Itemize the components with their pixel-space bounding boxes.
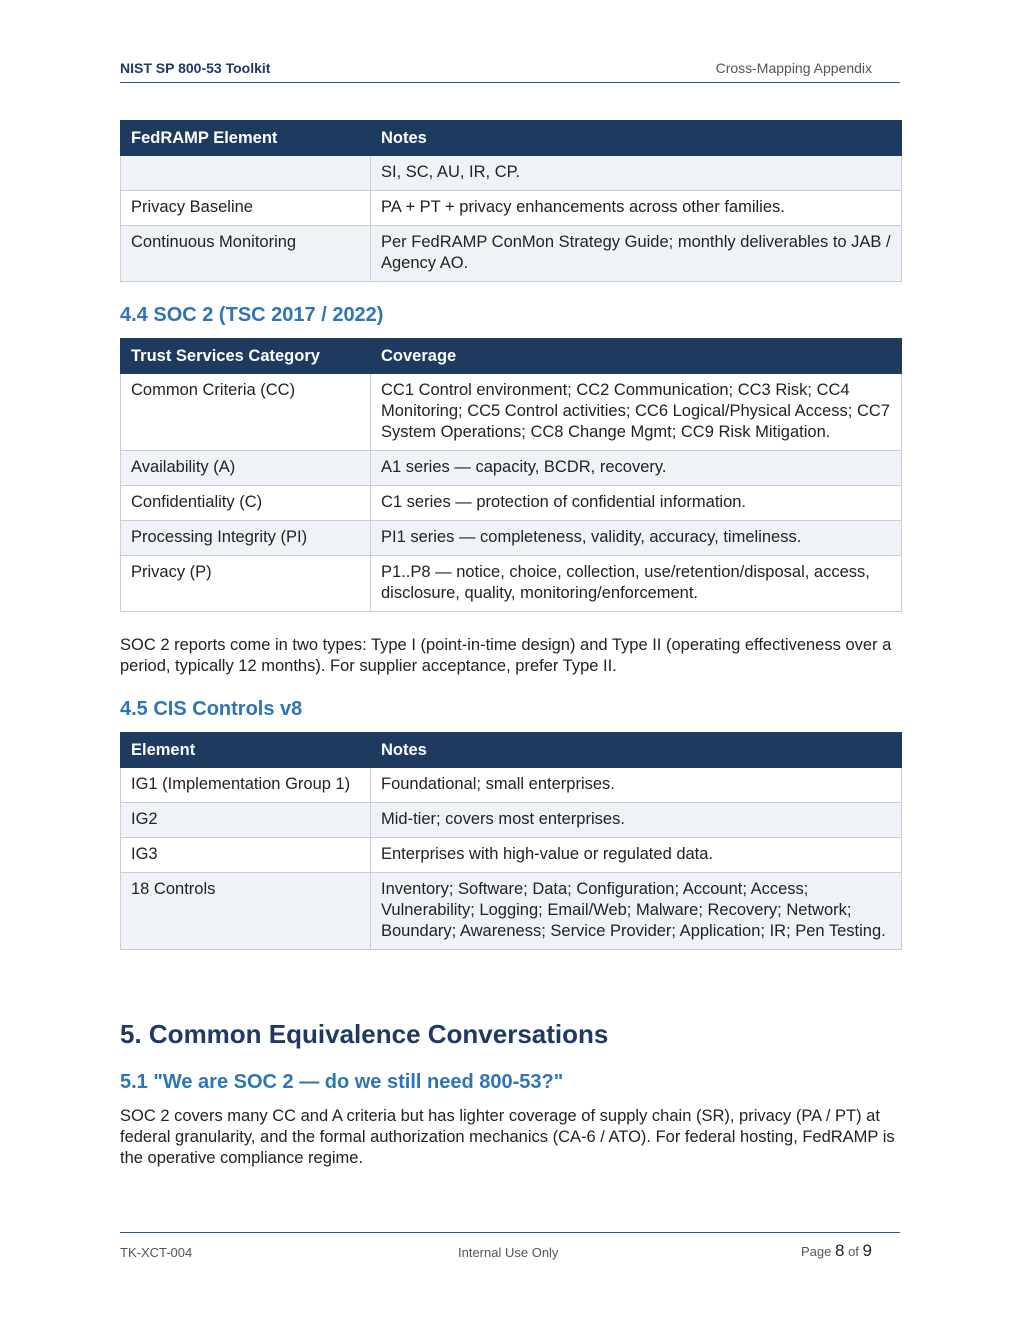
column-header: Notes: [371, 121, 902, 156]
section-heading-cis: 4.5 CIS Controls v8: [120, 698, 303, 720]
footer-page-number: [801, 1241, 872, 1261]
soc2-table: [120, 338, 902, 612]
table-row: [121, 838, 902, 873]
soc2-question-paragraph: SOC 2 covers many CC and A criteria but has lighter coverage of supply chain (SR), privacy (PA / PT) at federal granularity, and the formal authorization mechanics (CA-6 / ATO). For federal hosting, FedRAMP is the operative compliance regime.: [120, 1107, 895, 1167]
table-cell: Continuous Monitoring: [121, 226, 371, 282]
table-cell: [121, 156, 371, 191]
table-cell: Common Criteria (CC): [121, 374, 371, 451]
footer-classification: Internal Use Only: [458, 1245, 559, 1260]
page-current: 8: [834, 1241, 845, 1260]
table-cell: Privacy (P): [121, 556, 371, 612]
table-row: [121, 451, 902, 486]
table-cell: PA + PT + privacy enhancements across other families.: [371, 191, 902, 226]
table-cell: Per FedRAMP ConMon Strategy Guide; monthly deliverables to JAB / Agency AO.: [371, 226, 902, 282]
table-cell: SI, SC, AU, IR, CP.: [371, 156, 902, 191]
table-row: [121, 486, 902, 521]
column-header: Notes: [371, 733, 902, 768]
table-cell: PI1 series — completeness, validity, accuracy, timeliness.: [371, 521, 902, 556]
subsection-heading-soc2-question: 5.1 "We are SOC 2 — do we still need 800-53?": [120, 1071, 564, 1093]
table-cell: C1 series — protection of confidential information.: [371, 486, 902, 521]
table-row: [121, 768, 902, 803]
table-row: [121, 156, 902, 191]
table-row: [121, 226, 902, 282]
footer-doc-id: TK-XCT-004: [120, 1245, 193, 1260]
table-cell: Privacy Baseline: [121, 191, 371, 226]
table-cell: Inventory; Software; Data; Configuration; Account; Access; Vulnerability; Logging; Email/Web; Malware; Recovery; Network; Boundary; Awareness; Service Provider; Application; IR; Pen Testing.: [371, 873, 902, 950]
table-row: [121, 556, 902, 612]
column-header: FedRAMP Element: [121, 121, 371, 156]
table-cell: P1..P8 — notice, choice, collection, use/retention/disposal, access, disclosure, quality, monitoring/enforcement.: [371, 556, 902, 612]
page-header: [120, 58, 900, 83]
table-header-row: [121, 121, 902, 156]
column-header: Trust Services Category: [121, 339, 371, 374]
table-cell: IG2: [121, 803, 371, 838]
soc2-types-note: SOC 2 reports come in two types: Type I (point-in-time design) and Type II (operating effectiveness over a period, typically 12 months). For supplier acceptance, prefer Type II.: [120, 636, 892, 675]
cis-table: [120, 732, 902, 950]
section-heading-soc2: 4.4 SOC 2 (TSC 2017 / 2022): [120, 304, 384, 326]
table-row: [121, 191, 902, 226]
table-cell: IG1 (Implementation Group 1): [121, 768, 371, 803]
table-cell: Confidentiality (C): [121, 486, 371, 521]
column-header: Element: [121, 733, 371, 768]
table-header-row: [121, 339, 902, 374]
table-cell: 18 Controls: [121, 873, 371, 950]
table-cell: Foundational; small enterprises.: [371, 768, 902, 803]
of-word: of: [848, 1244, 859, 1259]
table-row: [121, 803, 902, 838]
fedramp-table: [120, 120, 902, 282]
table-cell: Processing Integrity (PI): [121, 521, 371, 556]
table-cell: A1 series — capacity, BCDR, recovery.: [371, 451, 902, 486]
header-section-title: Cross-Mapping Appendix: [715, 60, 872, 76]
table-cell: IG3: [121, 838, 371, 873]
table-header-row: [121, 733, 902, 768]
table-cell: Mid-tier; covers most enterprises.: [371, 803, 902, 838]
table-cell: Enterprises with high-value or regulated data.: [371, 838, 902, 873]
table-cell: Availability (A): [121, 451, 371, 486]
header-toolkit-title: NIST SP 800-53 Toolkit: [120, 60, 271, 76]
column-header: Coverage: [371, 339, 902, 374]
page-word: Page: [800, 1244, 832, 1259]
page-total: 9: [862, 1241, 872, 1260]
table-cell: CC1 Control environment; CC2 Communication; CC3 Risk; CC4 Monitoring; CC5 Control activities; CC6 Logical/Physical Access; CC7 System Operations; CC8 Change Mgmt; CC9 Risk Mitigation.: [371, 374, 902, 451]
section-heading-equivalence: 5. Common Equivalence Conversations: [120, 1019, 609, 1049]
table-row: [121, 374, 902, 451]
table-row: [121, 521, 902, 556]
table-row: [121, 873, 902, 950]
page-footer: [120, 1232, 900, 1273]
